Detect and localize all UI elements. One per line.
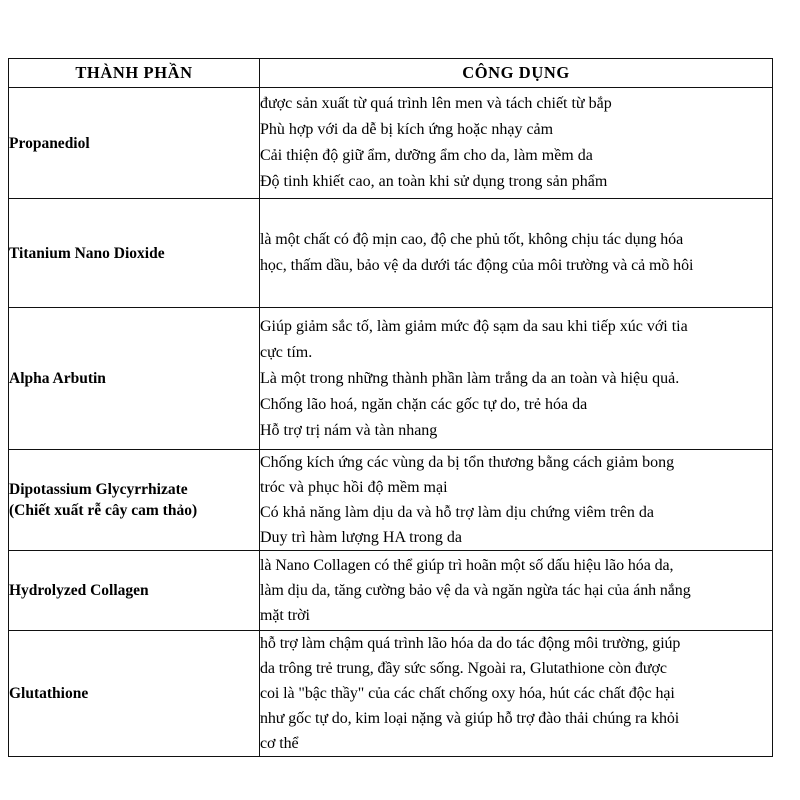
usage-line: hỗ trợ làm chậm quá trình lão hóa da do tác động môi trường, giúp <box>260 635 681 652</box>
ingredient-name-line: Dipotassium Glycyrrhizate <box>9 481 188 498</box>
table-row <box>9 450 773 551</box>
table-row <box>9 308 773 450</box>
usage-line: cực tím. <box>260 343 313 361</box>
usage-line: Hỗ trợ trị nám và tàn nhang <box>260 421 438 439</box>
table-body <box>9 88 773 757</box>
usage-line: tróc và phục hồi độ mềm mại <box>260 479 448 496</box>
usage-line: da trông trẻ trung, đầy sức sống. Ngoài ra, Glutathione còn được <box>260 660 667 677</box>
table-row <box>9 199 773 308</box>
ingredient-name-line: Glutathione <box>9 685 89 702</box>
ingredient-name-line: Titanium Nano Dioxide <box>9 244 165 262</box>
usage-line: là một chất có độ mịn cao, độ che phủ tốt, không chịu tác dụng hóa <box>260 231 684 248</box>
usage-line: Chống kích ứng các vùng da bị tổn thương bằng cách giảm bong <box>260 454 675 471</box>
ingredient-usage-cell <box>260 551 773 631</box>
usage-line: Là một trong những thành phần làm trắng da an toàn và hiệu quả. <box>260 369 680 387</box>
ingredient-usage-table <box>8 58 773 757</box>
column-header-usage: CÔNG DỤNG <box>260 59 773 88</box>
ingredient-name-line: Alpha Arbutin <box>9 370 106 387</box>
ingredient-name-cell <box>9 88 260 199</box>
usage-line: Có khả năng làm dịu da và hỗ trợ làm dịu chứng viêm trên da <box>260 504 654 521</box>
ingredient-usage-cell <box>260 88 773 199</box>
table-header <box>9 59 773 88</box>
usage-line: học, thấm dầu, bảo vệ da dưới tác động của môi trường và cả mồ hôi <box>260 257 694 274</box>
usage-line: Độ tinh khiết cao, an toàn khi sử dụng trong sản phẩm <box>260 173 608 190</box>
usage-line: coi là "bậc thầy" của các chất chống oxy hóa, hút các chất độc hại <box>260 685 675 702</box>
ingredient-name-cell <box>9 551 260 631</box>
ingredient-name-cell <box>9 199 260 308</box>
ingredient-name-cell <box>9 631 260 757</box>
ingredient-usage-cell <box>260 631 773 757</box>
ingredient-name-line: Hydrolyzed Collagen <box>9 582 149 599</box>
ingredient-name-cell <box>9 308 260 450</box>
ingredient-usage-cell <box>260 308 773 450</box>
ingredient-name-cell <box>9 450 260 551</box>
ingredient-name-line: Propanediol <box>9 134 90 152</box>
usage-line: Cải thiện độ giữ ẩm, dưỡng ẩm cho da, làm mềm da <box>260 147 593 164</box>
table-header-row <box>9 59 773 88</box>
usage-line: như gốc tự do, kim loại nặng và giúp hỗ trợ đào thải chúng ra khỏi <box>260 710 680 727</box>
table-row <box>9 631 773 757</box>
ingredient-usage-cell <box>260 450 773 551</box>
column-header-ingredient: THÀNH PHẦN <box>9 59 260 88</box>
usage-line: Phù hợp với da dễ bị kích ứng hoặc nhạy cảm <box>260 121 554 138</box>
usage-line: là Nano Collagen có thể giúp trì hoãn một số dấu hiệu lão hóa da, <box>260 557 674 574</box>
usage-line: Giúp giảm sắc tố, làm giảm mức độ sạm da sau khi tiếp xúc với tia <box>260 317 688 335</box>
table-row <box>9 551 773 631</box>
usage-line: cơ thể <box>260 735 299 752</box>
usage-line: mặt trời <box>260 607 310 624</box>
usage-line: làm dịu da, tăng cường bảo vệ da và ngăn ngừa tác hại của ánh nắng <box>260 582 691 599</box>
usage-line: Chống lão hoá, ngăn chặn các gốc tự do, trẻ hóa da <box>260 395 588 413</box>
usage-line: Duy trì hàm lượng HA trong da <box>260 529 462 546</box>
ingredient-usage-cell <box>260 199 773 308</box>
table-row <box>9 88 773 199</box>
ingredient-name-line-secondary: (Chiết xuất rễ cây cam thảo) <box>9 502 198 519</box>
usage-line: được sản xuất từ quá trình lên men và tách chiết từ bắp <box>260 95 612 112</box>
